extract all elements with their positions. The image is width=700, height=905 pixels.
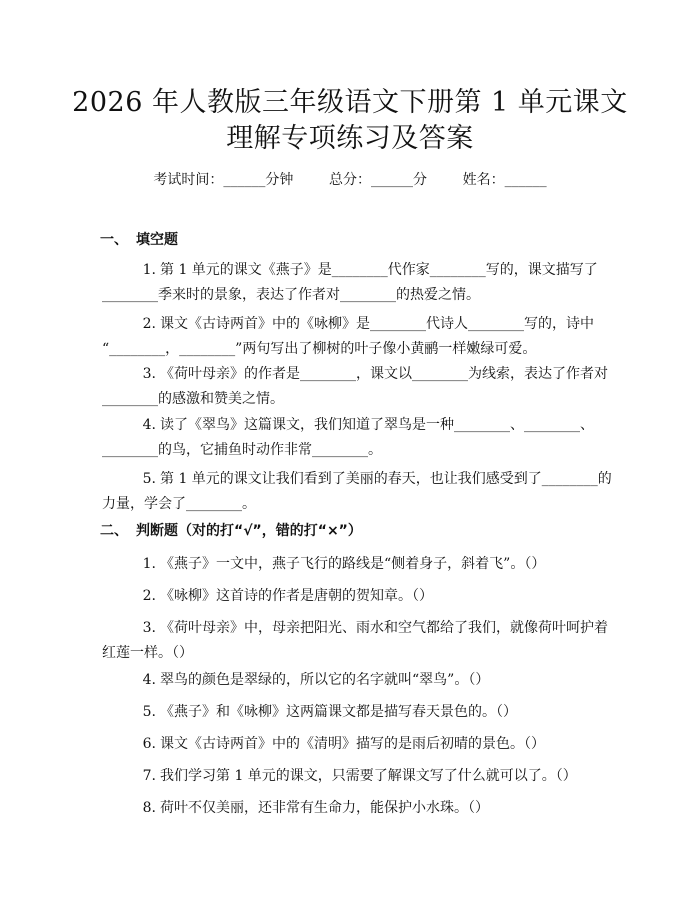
question-number: 1.	[142, 556, 156, 572]
section-heading-fill-blank	[100, 230, 178, 250]
question-text-continued: 力量，学会了________。	[102, 496, 256, 512]
exam-time-field: 考试时间：______分钟	[153, 172, 294, 188]
question-text: 荷叶不仅美丽，还非常有生命力，能保护小水珠。（）	[160, 800, 489, 816]
question-text-continued: ________的鸟，它捕鱼时动作非常________。	[102, 442, 382, 458]
question-number: 5.	[142, 704, 156, 720]
section-title: 填空题	[136, 232, 178, 248]
question-text: 《咏柳》这首诗的作者是唐朝的贺知章。（）	[160, 588, 433, 604]
question-number: 5.	[142, 471, 156, 487]
question-item	[102, 552, 600, 577]
question-number: 3.	[142, 366, 156, 382]
question-item	[102, 258, 600, 308]
question-item	[102, 732, 600, 757]
question-number: 7.	[142, 768, 156, 784]
question-text: 第 1 单元的课文《燕子》是________代作家________写的，课文描写了	[160, 262, 598, 278]
question-text-continued: 红莲一样。（）	[102, 645, 193, 661]
question-number: 4.	[142, 417, 156, 433]
question-item	[102, 616, 608, 666]
question-number: 6.	[142, 736, 156, 752]
total-score-field: 总分：______分	[329, 172, 427, 188]
question-number: 3.	[142, 620, 156, 636]
question-item	[102, 312, 600, 362]
question-item	[102, 796, 600, 821]
question-text: 《燕子》一文中，燕子飞行的路线是“侧着身子，斜着飞”。（）	[160, 556, 546, 572]
question-item	[102, 584, 600, 609]
question-text: 我们学习第 1 单元的课文，只需要了解课文写了什么就可以了。（）	[160, 768, 577, 784]
question-number: 2.	[142, 316, 156, 332]
question-text: 课文《古诗两首》中的《咏柳》是________代诗人________写的，诗中	[160, 316, 594, 332]
question-number: 2.	[142, 588, 156, 604]
question-text: 《燕子》和《咏柳》这两篇课文都是描写春天景色的。（）	[160, 704, 517, 720]
section-number: 二、	[100, 523, 128, 539]
question-text: 读了《翠鸟》这篇课文，我们知道了翠鸟是一种________、________、	[160, 417, 594, 433]
question-text: 第 1 单元的课文让我们看到了美丽的春天，也让我们感受到了________的	[160, 471, 612, 487]
question-item	[102, 700, 600, 725]
question-item	[102, 467, 612, 517]
question-text: 课文《古诗两首》中的《清明》描写的是雨后初晴的景色。（）	[160, 736, 545, 752]
question-item	[102, 668, 600, 693]
question-number: 1.	[142, 262, 156, 278]
section-heading-true-false	[100, 521, 362, 541]
question-text-continued: “________，________”两句写出了柳树的叶子像小黄鹂一样嫩绿可爱。	[102, 341, 537, 357]
question-number: 8.	[142, 800, 156, 816]
document-title-line2: 理解专项练习及答案	[226, 123, 474, 154]
question-item	[102, 413, 600, 463]
section-number: 一、	[100, 232, 128, 248]
exam-info-line	[0, 170, 700, 190]
question-text: 《荷叶母亲》中，母亲把阳光、雨水和空气都给了我们，就像荷叶呵护着	[160, 620, 608, 636]
question-text: 翠鸟的颜色是翠绿的，所以它的名字就叫“翠鸟”。（）	[160, 672, 490, 688]
question-item	[102, 764, 600, 789]
question-item	[102, 362, 608, 412]
question-text-continued: ________季来时的景象，表达了作者对________的热爱之情。	[102, 287, 480, 303]
question-text-continued: ________的感激和赞美之情。	[102, 391, 284, 407]
student-name-field: 姓名：______	[462, 172, 547, 188]
section-title: 判断题（对的打“√”，错的打“×”）	[136, 523, 362, 539]
question-number: 4.	[142, 672, 156, 688]
question-text: 《荷叶母亲》的作者是________，课文以________为线索，表达了作者对	[160, 366, 608, 382]
document-title-line1: 2026 年人教版三年级语文下册第 1 单元课文	[72, 87, 628, 118]
